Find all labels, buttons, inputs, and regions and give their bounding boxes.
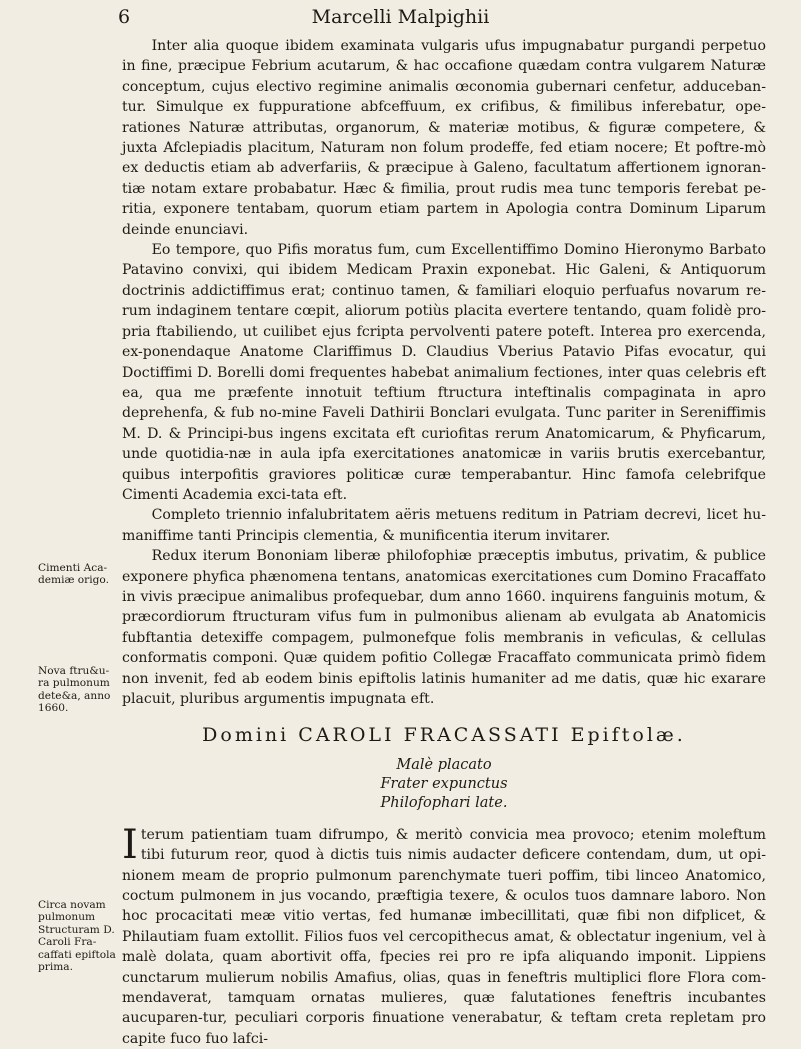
page-header bbox=[0, 6, 801, 32]
epistle-body-text: terum patientiam tuam difrumpo, & meritò convicia mea provoco; etenim moleftum tibi futurum reor, quod à dictis tuis nimis audacter deficere contendam, dum, ut opi-nionem meam de proprio pulmonum parenchymate tueri poffim, tibi linceo Anatomico, coctum pulmonem in jus vocando, præftigia texere, & oculos tuos damnare laboro. Non hoc procacitati meæ vitio vertas, fed humanæ imbecillitati, quæ fibi non difplicet, & Philautiam fuam extollit. Filios fuos vel cercopithecus amat, & oblectatur ingenium, vel à malè dolata, quam abortivit offa, fpecies rei pro re ipfa aliquando imponit. Lippiens cunctarum mulierum nobilis Amafius, olias, quas in feneftris multiplici flore Flora com-mendaverat, tamquam ornatas mulieres, quæ falutationes feneftris incubantes aucuparen-tur, peculiari corporis finuatione venerabatur, & teftam creta repletam pro capite fuco fuo lafci- bbox=[122, 826, 766, 1047]
margin-note-nova: Nova ftru&u-ra pulmonum dete&a, anno 1660. bbox=[38, 665, 111, 715]
epistle-title: Domini CAROLI FRACASSATI Epiftolæ. bbox=[202, 724, 686, 747]
margin-note-circa: Circa novam pulmonum Structuram D. Caroli Fra-caffati epiftola prima. bbox=[38, 899, 116, 974]
salutation-line-3: Philofophari late. bbox=[380, 794, 508, 811]
epistle-body-paragraph bbox=[122, 821, 766, 1049]
running-head: Marcelli Malpighii bbox=[311, 6, 490, 28]
text-body bbox=[122, 36, 766, 1049]
epistle-salutation bbox=[122, 756, 766, 813]
paragraph-1: Inter alia quoque ibidem examinata vulgaris ufus impugnabatur purgandi perpetuo in fine, præcipue Febrium acutarum, & hac occafione quædam contra vulgarem Naturæ conceptum, cujus electivo regimine animalis œconomia gubernari cenfetur, adduceban-tur. Simulque ex fuppuratione abfceffuum, ex crifibus, & fimilibus inferebatur, ope-rationes Naturæ attributas, organorum, & materiæ motibus, & figuræ competere, & juxta Afclepiadis placitum, Naturam non folum prodeffe, fed etiam nocere; Et poftre-mò ex deductis etiam ab adverfariis, & præcipue à Galeno, facultatum affertionem ignoran-tiæ notam extare probabatur. Hæc & fimilia, prout rudis mea tunc temporis ferebat pe-ritia, exponere tentabam, quorum etiam partem in Apologia contra Dominum Liparum deinde enunciavi. bbox=[122, 38, 766, 238]
paragraph-2: Eo tempore, quo Pifis moratus fum, cum Excellentiffimo Domino Hieronymo Barbato Patavino convixi, qui ibidem Medicam Praxin exponebat. Hic Galeni, & Antiquorum doctrinis addictiffimus erat; continuo tamen, & familiari eloquio perfuafus novarum re-rum indaginem tentare cœpit, aliorum potiùs placita evertere tentando, quam folidè pro-pria ftabiliendo, ut cuilibet ejus fcripta pervolventi patere poteft. Interea pro exercenda, ex-ponendaque Anatome Clariffimus D. Claudius Vberius Patavio Pifas evocatur, qui Doctiffimi D. Borelli domi frequentes habebat animalium fectiones, inter quas celebris eft ea, qua me præfente innotuit teftium ftructura inteftinalis compaginata in apro deprehenfa, & fub no-mine Faveli Dathirii Bonclari evulgata. Tunc pariter in Sereniffimis M. D. & Principi-bus ingens excitata eft curiofitas rerum Anatomicarum, & Phyficarum, unde quotidia-næ in aula ipfa exercitationes anatomicæ in variis brutis exercebantur, quibus interpofitis graviores politicæ curæ temperabantur. Hinc famofa celebrifque Cimenti Academia exci-tata eft. bbox=[122, 242, 766, 503]
initial-capital: I bbox=[122, 821, 138, 868]
paragraph-4: Redux iterum Bononiam liberæ philofophiæ præceptis imbutus, privatim, & publice exponere phyfica phænomena tentans, anatomicas exercitationes cum Domino Fracaffato in vivis præcipue animalibus profequebar, dum anno 1660. inquirens fanguinis motum, & præcordiorum ftructuram vifus fum in pulmonibus alienam ab evulgata ab Anatomicis fubftantia detexiffe compagem, pulmonefque folis membranis in veficulas, & cellulas conformatis componi. Quæ quidem pofitio Collegæ Fracaffato communicata primò fidem non invenit, fed ab eodem binis epiftolis latinis humaniter ad me datis, quæ hic exarare placuit, pluribus argumentis impugnata eft. bbox=[122, 548, 766, 707]
paragraph-3: Completo triennio infalubritatem aëris metuens reditum in Patriam decrevi, licet hu-maniffime tanti Principis clementia, & munificentia iterum invitarer. bbox=[122, 507, 766, 544]
salutation-line-2: Frater expunctus bbox=[380, 775, 508, 792]
margin-note-cimenti: Cimenti Aca-demiæ origo. bbox=[38, 562, 109, 587]
salutation-line-1: Malè placato bbox=[396, 756, 492, 773]
page-number: 6 bbox=[118, 6, 131, 28]
